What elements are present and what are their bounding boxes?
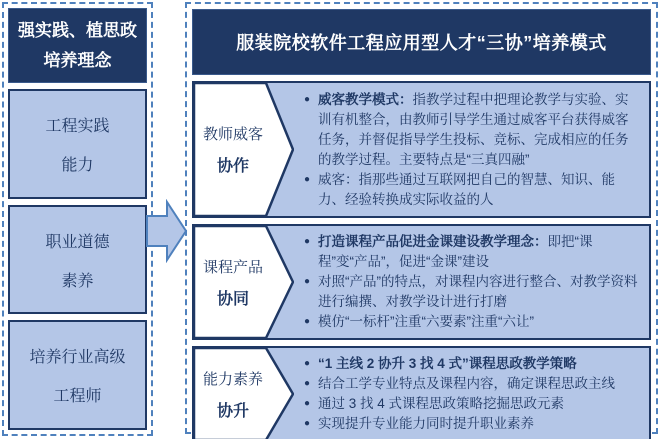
bullet-rest: 模仿“一标杆”注重“六要素”注重“六让” [318,314,534,329]
left-item-line2: 能力 [61,156,94,174]
row-content [294,348,649,439]
row-label-line2: 协升 [216,402,249,420]
bullet-icon: ● [303,418,311,429]
left-item-professional-ethics [8,205,147,315]
row-label-line2: 协同 [216,290,249,308]
bullet-rest: 即把“课程”变“产品”，促进“金课”建设 [318,234,593,269]
bullet-text [318,354,641,374]
bullet-text [318,312,641,332]
row-label-line1: 能力素养 [202,370,263,388]
bullet-rest: 结合工学专业特点及课程内容，确定课程思政主线 [318,376,615,391]
row-ability-quality [192,346,651,439]
left-item-line1: 职业道德 [45,233,110,251]
bullet-text [318,170,641,210]
bullet-rest: 通过 3 找 4 式课程思政策略挖掘思政元素 [318,396,565,411]
bullet-text [318,232,641,272]
bullet-text [318,394,641,414]
bullet-item [296,272,641,312]
bullet-text [318,90,641,170]
bullet-lead: 威客教学模式： [318,91,413,107]
row-label-text [194,226,272,338]
row-label-line2: 协作 [216,158,249,175]
bullet-item [296,170,641,210]
left-title-line1: 强实践、植思政 [18,20,137,40]
row-label-text [194,83,272,216]
left-item-line1: 培养行业高级 [29,349,126,367]
row-teacher-witkey [192,81,651,218]
row-course-product [192,224,651,340]
left-title-line2: 培养理念 [43,50,112,70]
bullet-icon: ● [303,236,311,247]
left-item-engineering-practice [8,89,147,199]
row-content [294,83,649,216]
bullet-icon: ● [303,378,311,389]
bullet-icon: ● [303,173,311,185]
left-item-line2: 素养 [61,272,94,290]
bullet-item [296,354,641,374]
bullet-icon: ● [303,93,311,105]
bullet-item [296,90,641,170]
bullet-rest: 指教学过程中把理论教学与实验、实训有机整合，由教师引导学生通过威客平台获得威客任务，并督促指导学生投标、竞标、完成相应的任务的教学过程。主要特点是“三真四融” [318,91,629,167]
bullet-rest: 威客：指那些通过互联网把自己的智慧、知识、能力、经验转换成实际收益的人 [318,171,615,207]
row-label-text [194,348,272,439]
bullet-lead: “1 主线 2 协升 3 找 4 式”课程思政教学策略 [318,356,577,371]
bullet-text [318,414,641,434]
row-label-teacher-witkey [194,83,294,216]
bullet-icon: ● [303,316,311,327]
bullet-icon: ● [303,398,311,409]
bullet-lead: 打造课程产品促进金课建设教学理念： [318,234,548,249]
left-title-box [8,8,147,83]
bullet-text [318,374,641,394]
bullet-rest: 对照“产品”的特点，对课程内容进行整合、对教学资料进行编撰、对教学设计进行打磨 [318,274,638,309]
right-arrow-icon [146,199,188,263]
bullet-item [296,394,641,414]
row-label-ability-quality [194,348,294,439]
panel-title: 服装院校软件工程应用型人才“三协”培养模式 [192,9,651,75]
bullet-item [296,312,641,332]
row-content [294,226,649,338]
row-label-course-product [194,226,294,338]
row-label-line1: 教师威客 [202,126,263,143]
bullet-item [296,414,641,434]
bullet-text [318,272,641,312]
left-item-line1: 工程实践 [45,117,110,135]
bullet-icon: ● [303,358,311,369]
row-label-line1: 课程产品 [202,258,263,276]
left-panel [2,2,153,436]
left-item-senior-engineer [8,320,147,430]
bullet-item [296,232,641,272]
left-item-line2: 工程师 [53,388,102,406]
right-panel [185,2,658,434]
bullet-icon: ● [303,276,311,287]
bullet-rest: 实现提升专业能力同时提升职业素养 [318,416,534,431]
bullet-item [296,374,641,394]
